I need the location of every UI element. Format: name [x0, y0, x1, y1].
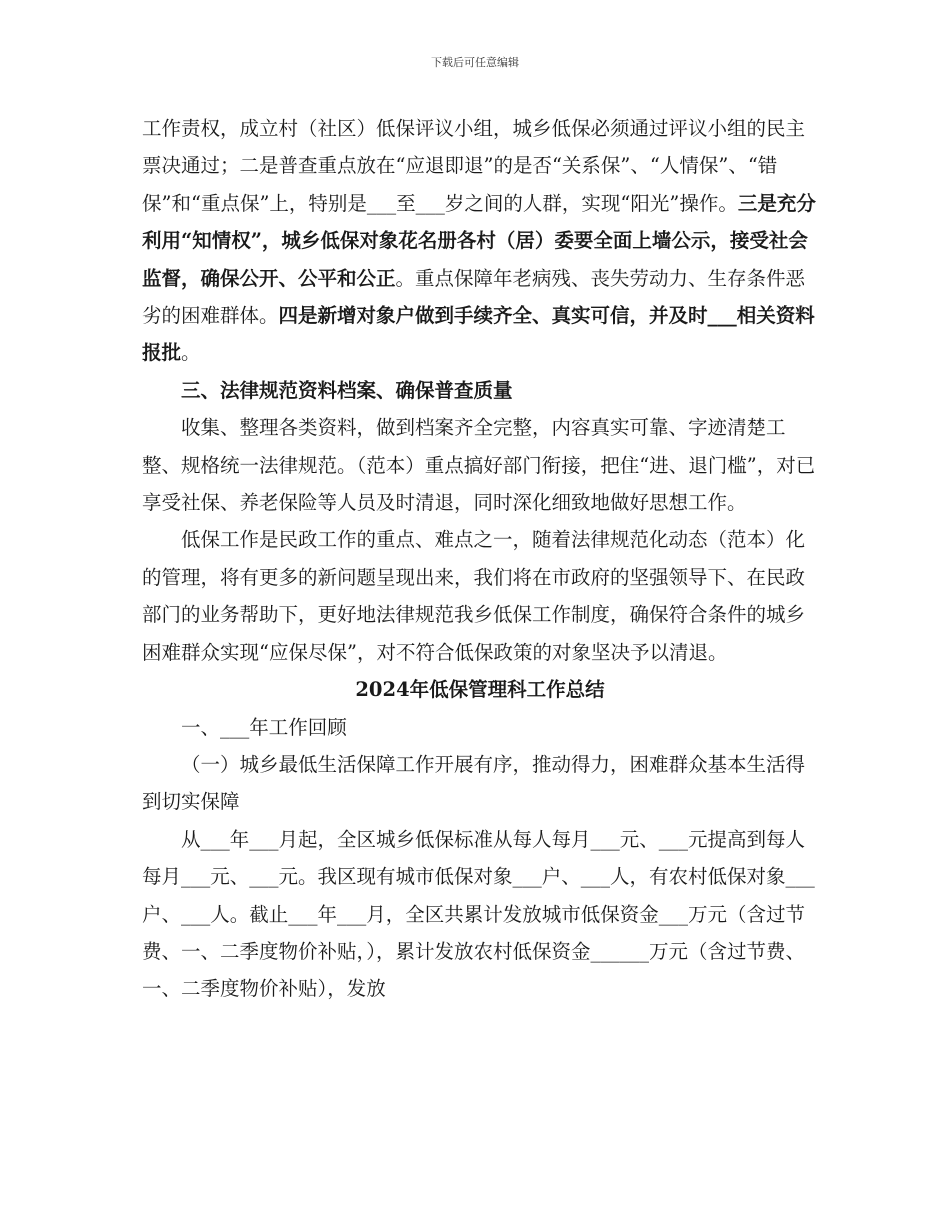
paragraph-3: 低保工作是民政工作的重点、难点之一，随着法律规范化动态（范本）化的管理，将有更多的新问题呈现出来，我们将在市政府的坚强领导下、在民政部门的业务帮助下，更好地法律规范我乡低保工作制度，确保符合条件的城乡困难群众实现“应保尽保”，对不符合低保政策的对象坚决予以清退。 [142, 528, 806, 664]
section-heading-3: 三、法律规范资料档案、确保普查质量 [181, 378, 513, 402]
section-heading-1: 一、___年工作回顾 [181, 715, 347, 739]
page-header: 下载后可任意编辑 [431, 56, 519, 69]
paragraph-1-bold-b: 四是新增对象户做到手续齐全、真实可信，并及时___相关资料报批 [142, 304, 815, 365]
paragraph-1-bold-a: 三是充分利用“知情权”，城乡低保对象花名册各村（居）委要全面上墙公示，接受社会监督，确保公开、公平和公正 [142, 191, 816, 290]
paragraph-1-text: 工作责权，成立村（社区）低保评议小组，城乡低保必须通过评议小组的民主票决通过；二是普查重点放在“应退即退”的是否“关系保”、“人情保”、“错保”和“重点保”上，特别是___至___岁之间的人群，实现“阳光”操作。 [142, 117, 806, 215]
document-title: 2024年低保管理科工作总结 [355, 678, 605, 702]
document-body [142, 110, 818, 1008]
paragraph-2: 收集、整理各类资料，做到档案齐全完整，内容真实可靠、字迹清楚工整、规格统一法律规范。（范本）重点搞好部门衔接，把住“进、退门槛”，对已享受社保、养老保险等人员及时清退，同时深化细致地做好思想工作。 [142, 416, 816, 515]
paragraph-1 [142, 110, 818, 372]
paragraph-1-text-c: 。 [181, 341, 201, 365]
subsection-heading-1: （一）城乡最低生活保障工作开展有序，推动得力，困难群众基本生活得到切实保障 [142, 752, 806, 814]
paragraph-1-text-b: 。重点保障年老病残、丧失劳动力、生存条件恶劣的困难群体。 [142, 266, 806, 328]
paragraph-4: 从___年___月起，全区城乡低保标准从每人每月___元、___元提高到每人每月___元、___元。我区现有城市低保对象___户、___人，有农村低保对象___户、___人。截止___年___月，全区共累计发放城市低保资金___万元（含过节费、一、二季度物价补贴，），累计发放农村低保资金______万元（含过节费、一、二季度物价补贴），发放 [142, 827, 815, 1001]
